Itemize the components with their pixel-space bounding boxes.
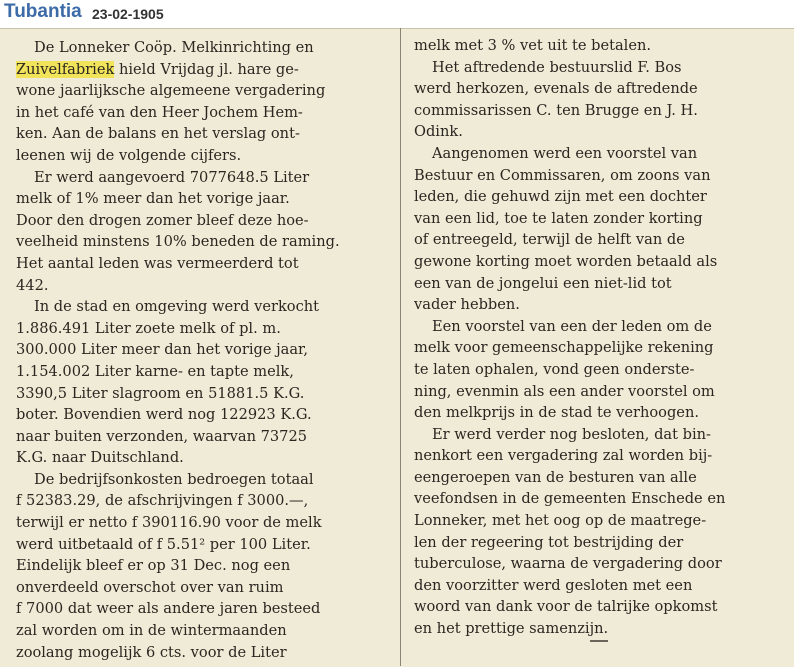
article-line: 1.154.002 Liter karne- en tapte melk, (16, 362, 294, 380)
article-line: Door den drogen zomer bleef deze hoe- (16, 211, 309, 229)
article-line: gewone korting moet worden betaald als (414, 252, 718, 270)
end-rule (590, 640, 608, 642)
article-line (16, 59, 390, 81)
article-line: leden, die gehuwd zijn met een dochter (414, 188, 707, 206)
article-line: 442. (16, 276, 49, 294)
article-line: zal worden om in de wintermaanden (16, 622, 287, 640)
article-column-right (414, 35, 782, 640)
article-line: en het prettige samenzijn. (414, 620, 609, 638)
article-line: commissarissen C. ten Brugge en J. H. (414, 101, 698, 119)
article-line: veefondsen in de gemeenten Enschede en (414, 490, 726, 508)
article-line: den voorzitter werd gesloten met een (414, 576, 693, 594)
article-line: een van de jongelui een niet-lid tot (414, 274, 672, 292)
article-line: Er werd aangevoerd 7077648.5 Liter (34, 168, 310, 186)
article-line: Eindelijk bleef er op 31 Dec. nog een (16, 557, 291, 575)
article-line: 300.000 Liter meer dan het vorige jaar, (16, 341, 309, 359)
article-line: nenkort een vergadering zal worden bij- (414, 447, 713, 465)
article-line: tuberculose, waarna de vergadering door (414, 555, 722, 573)
article-line: den melkprijs in de stad te verhoogen. (414, 404, 699, 422)
article-line: veelheid minstens 10% beneden de raming. (16, 233, 340, 251)
article-line: ning, evenmin als een ander voorstel om (414, 382, 715, 400)
article-line: zoolang mogelijk 6 cts. voor de Liter (16, 643, 287, 661)
article-line: f 7000 dat weer als andere jaren besteed (16, 600, 321, 618)
article-line: In de stad en omgeving werd verkocht (34, 298, 320, 316)
article-line: terwijl er netto f 390116.90 voor de melk (16, 514, 322, 532)
article-line: werd herkozen, evenals de aftredende (414, 80, 698, 98)
article-line: De Lonneker Coöp. Melkinrichting en (34, 39, 314, 56)
line-text: hield Vrijdag jl. hare ge- (114, 60, 299, 78)
article-line: of entreegeld, terwijl de helft van de (414, 231, 685, 249)
article-line: melk of 1% meer dan het vorige jaar. (16, 190, 290, 208)
article-column-left (16, 37, 390, 663)
article-line: melk voor gemeenschappelijke rekening (414, 339, 714, 357)
publication-date: 23-02-1905 (92, 6, 164, 22)
article-line: 3390,5 Liter slagroom en 51881.5 K.G. (16, 384, 305, 402)
article-line: vader hebben. (414, 296, 520, 314)
article-line: Het aantal leden was vermeerderd tot (16, 254, 299, 272)
article-line: ken. Aan de balans en het verslag ont- (16, 125, 300, 143)
article-line: f 52383.29, de afschrijvingen f 3000.—, (16, 492, 309, 510)
article-line: te laten ophalen, vond geen onderste- (414, 360, 695, 378)
article-line: Aangenomen werd een voorstel van (432, 144, 698, 162)
article-line: werd uitbetaald of f 5.51² per 100 Liter. (16, 535, 311, 553)
highlighted-term: Zuivelfabriek (16, 60, 115, 78)
article-line: van een lid, toe te laten zonder korting (414, 209, 703, 227)
article-line: wone jaarlijksche algemeene vergadering (16, 82, 326, 100)
article-line: Het aftredende bestuurslid F. Bos (432, 58, 682, 76)
newspaper-clipping (0, 28, 794, 667)
column-divider (400, 28, 401, 666)
article-line: Een voorstel van een der leden om de (432, 317, 712, 335)
article-line: Lonneker, met het oog op de maatrege- (414, 512, 707, 530)
article-line: 1.886.491 Liter zoete melk of pl. m. (16, 319, 281, 337)
article-line: melk met 3 % vet uit te betalen. (414, 37, 652, 54)
article-line: woord van dank voor de talrijke opkomst (414, 598, 718, 616)
article-line: leenen wij de volgende cijfers. (16, 146, 242, 164)
article-line: eengeroepen van de besturen van alle (414, 468, 697, 486)
article-line: naar buiten verzonden, waarvan 73725 (16, 427, 308, 445)
article-line: De bedrijfsonkosten bedroegen totaal (34, 470, 314, 488)
header (0, 0, 794, 28)
article-line: Er werd verder nog besloten, dat bin- (432, 425, 711, 443)
article-line: boter. Bovendien werd nog 122923 K.G. (16, 406, 312, 424)
article-line: onverdeeld overschot over van ruim (16, 578, 284, 596)
article-line: len der regeering tot bestrijding der (414, 533, 684, 551)
newspaper-title: Tubantia (4, 1, 82, 22)
article-line: in het café van den Heer Jochem Hem- (16, 103, 303, 121)
article-line: Odink. (414, 123, 463, 141)
article-line: K.G. naar Duitschland. (16, 449, 184, 467)
article-line: Bestuur en Commissaren, om zoons van (414, 166, 711, 184)
